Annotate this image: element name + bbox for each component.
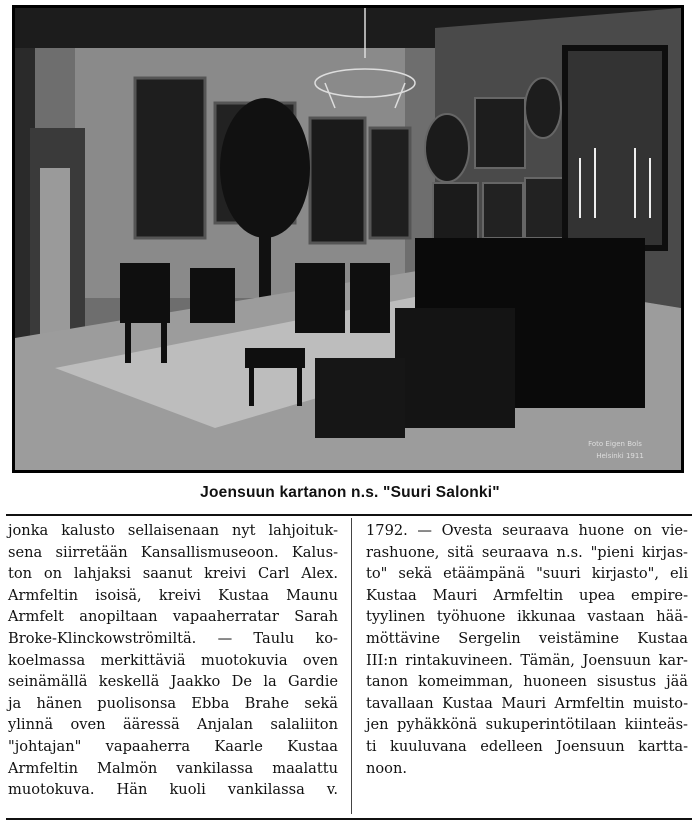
top-rule xyxy=(6,514,692,516)
painting-3 xyxy=(310,118,365,243)
text-line: möttävine Sergelin veistämine Kustaa xyxy=(366,629,688,647)
text-line: 1792. — Ovesta seuraava huone on vie- xyxy=(366,522,688,539)
text-line: rashuone, sitä seuraava n.s. "pieni kirjas- xyxy=(366,543,688,561)
text-line: noon. xyxy=(366,759,408,777)
text-line: to" sekä etäämpänä "suuri kirjasto", eli xyxy=(366,565,688,583)
text-line: Armfelt anopiltaan vapaaherratar Sarah xyxy=(8,608,338,626)
photo-caption: Joensuun kartanon n.s. "Suuri Salonki" xyxy=(200,484,500,501)
salon-photo-illustration xyxy=(15,8,681,470)
article-left-column xyxy=(8,520,338,801)
bottom-rule xyxy=(6,818,692,820)
potted-plant xyxy=(220,98,310,238)
text-line: tanon komeimman, huoneen sisustus jää xyxy=(366,673,688,691)
text-line: sena siirretään Kansallismuseoon. Kalus- xyxy=(8,543,338,561)
painting-1 xyxy=(135,78,205,238)
text-line: ylinnä oven ääressä Anjalan salaliiton xyxy=(8,716,338,734)
text-line: Kustaa Mauri Armfeltin upea empire- xyxy=(366,586,688,604)
text-line: Armfeltin isoisä, kreivi Kustaa Maunu xyxy=(8,586,338,604)
text-line: Armfeltin Malmön vankilassa maalattu xyxy=(8,759,338,777)
text-line: muotokuva. Hän kuoli vankilassa v. xyxy=(8,781,338,799)
text-line: "johtajan" vapaaherra Kaarle Kustaa xyxy=(8,737,338,755)
salon-photograph xyxy=(12,5,684,473)
text-line: seinämällä keskellä Jaakko De la Gardie xyxy=(8,673,338,691)
text-line: ton on lahjaksi saanut kreivi Carl Alex. xyxy=(8,565,338,583)
photo-credit-line2: Helsinki 1911 xyxy=(596,452,644,460)
text-line: koelmassa merkittäviä muotokuvia oven xyxy=(8,651,338,669)
photo-credit-line1: Foto Eigen Bols xyxy=(588,440,642,448)
text-line: jonka kalusto sellaisenaan nyt lahjoituk- xyxy=(8,522,338,539)
text-line: III:n rintakuvineen. Tämän, Joensuun kar- xyxy=(366,651,688,669)
text-line: Broke-Klinckowströmiltä. — Taulu ko- xyxy=(8,629,338,647)
column-divider xyxy=(351,518,352,814)
text-line: ja hänen puolisonsa Ebba Brahe sekä xyxy=(8,694,338,712)
text-line: tyylinen työhuone ikkunaa vastaan hää- xyxy=(366,608,688,626)
text-line: tavallaan Kustaa Mauri Armfeltin muisto- xyxy=(366,694,688,712)
article-right-column xyxy=(366,520,688,779)
text-line: jen pyhäkkönä sukuperintötilaan kiinteäs- xyxy=(366,716,688,734)
text-line: ti kuuluvana edelleen Joensuun kartta- xyxy=(366,737,688,755)
